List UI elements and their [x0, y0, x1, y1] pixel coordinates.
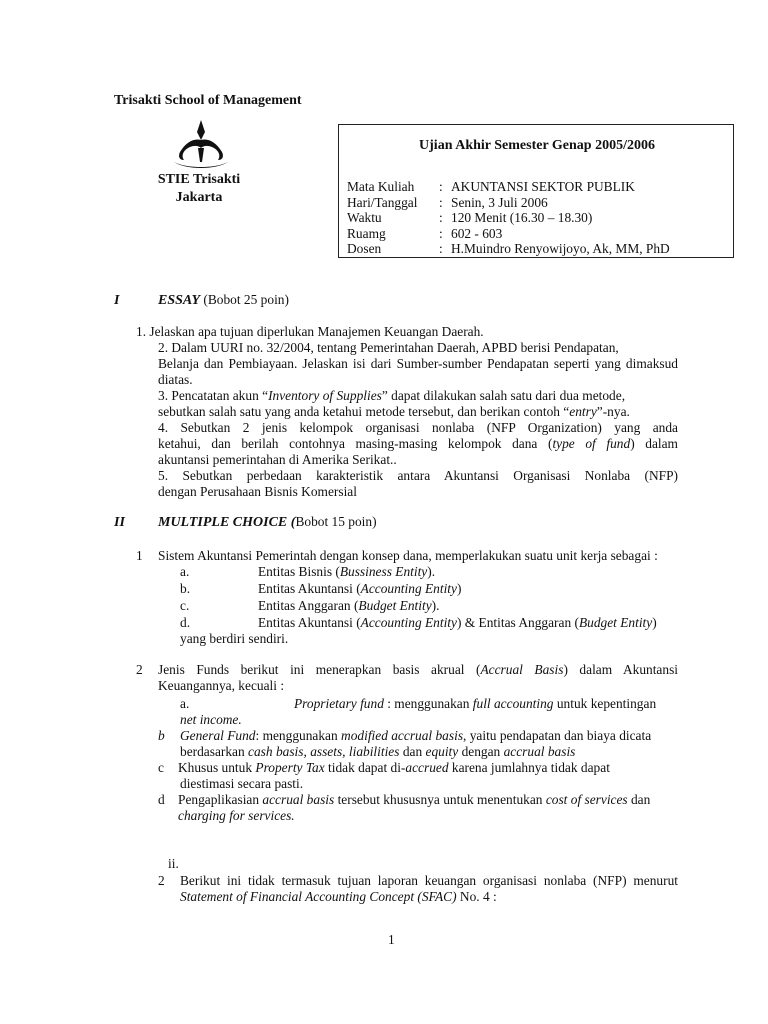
info-value: H.Muindro Renyowijoyo, Ak, MM, PhD [451, 241, 670, 257]
essay-q3-line1 [158, 388, 625, 404]
mc-q2-option-letter [158, 728, 165, 744]
text: untuk kepentingan [553, 696, 657, 711]
text: tersebut khususnya untuk menentukan [334, 792, 546, 807]
mc-q2-option-letter: c [158, 760, 164, 775]
term: Proprietary fund [294, 696, 384, 711]
mc-q1-number: 1 [136, 548, 143, 563]
mc-q2-option-c [178, 760, 610, 776]
essay-q3-line2 [158, 404, 630, 420]
text: dan [627, 792, 651, 807]
essay-q2-line3: diatas. [158, 372, 193, 387]
essay-q4-line2 [158, 436, 678, 452]
section-2-number: II [114, 515, 125, 530]
info-colon: : [439, 225, 443, 241]
info-label: Dosen [347, 241, 382, 257]
info-value: 602 - 603 [451, 225, 503, 241]
info-row-course [347, 179, 670, 195]
text: dengan [458, 744, 504, 759]
essay-q4-line3: akuntansi pemerintahan di Amerika Serikat.. [158, 452, 397, 467]
mc-q1-option-d [258, 615, 657, 631]
info-row-date [347, 195, 670, 211]
text: ) [652, 615, 657, 630]
mc-q3-line1: Berikut ini tidak termasuk tujuan laporan keuangan organisasi nonlaba (NFP) menurut [180, 873, 678, 888]
text: karena jumlahnya tidak dapat [448, 760, 610, 775]
essay-q1: 1. Jelaskan apa tujuan diperlukan Manajemen Keuangan Daerah. [136, 324, 484, 339]
mc-q2-line1 [158, 662, 678, 678]
mc-q3-number: 2 [158, 873, 165, 888]
info-colon: : [439, 194, 443, 210]
mc-q1-option-b [258, 581, 461, 597]
mc-q2-option-b-cont [180, 744, 575, 760]
term: Inventory of Supplies [268, 388, 382, 403]
mc-q1-text: Sistem Akuntansi Pemerintah dengan konsep dana, memperlakukan suatu unit kerja sebagai : [158, 548, 658, 563]
info-row-time [347, 210, 670, 226]
text: ) dalam [630, 436, 678, 451]
term: Property Tax [255, 760, 325, 775]
mc-q1-option-c [258, 598, 439, 614]
logo-line-2: Jakarta [175, 190, 223, 206]
mc-q2-option-a [294, 696, 656, 712]
term: full accounting [472, 696, 554, 711]
section-1-number: I [114, 293, 120, 308]
term: net income. [180, 712, 242, 727]
info-value: 120 Menit (16.30 – 18.30) [451, 210, 593, 226]
mc-q1-option-letter: c. [180, 598, 190, 613]
info-colon: : [439, 241, 443, 257]
section-1-weight: (Bobot 25 poin) [203, 292, 289, 307]
text: ) dalam Akuntansi [563, 662, 678, 677]
mc-q1-option-d-cont: yang berdiri sendiri. [180, 631, 289, 646]
text: Jenis Funds berikut ini menerapkan basis akrual ( [158, 662, 481, 677]
term: assets, liabilities [310, 744, 400, 759]
term: equity [425, 744, 459, 759]
text: No. 4 : [456, 889, 497, 904]
info-label: Hari/Tanggal [347, 194, 418, 210]
text: Pengaplikasian [178, 792, 263, 807]
mc-q1-option-letter: d. [180, 615, 191, 630]
info-label: Mata Kuliah [347, 179, 415, 194]
text: dan [399, 744, 426, 759]
section-1-heading [158, 292, 289, 309]
term: Statement of Financial Accounting Concept (SFAC) [180, 889, 457, 904]
mc-q2-option-letter: a. [180, 696, 190, 711]
roman-numeral-marker: ii. [168, 856, 179, 871]
mc-q1-option-letter: a. [180, 564, 190, 579]
info-row-room [347, 226, 670, 242]
mc-q2-option-d [178, 792, 650, 808]
page-number: 1 [388, 932, 395, 947]
text: ) [456, 581, 462, 596]
mc-q2-option-a-cont [180, 712, 242, 728]
text: 3. Pencatatan akun “ [158, 388, 269, 403]
mc-q3-line2 [180, 889, 497, 905]
trisakti-logo [170, 118, 232, 172]
section-2-title: MULTIPLE CHOICE ( [158, 515, 296, 530]
text: ). [431, 598, 440, 613]
mc-q2-number: 2 [136, 662, 143, 677]
mc-q2-option-d-cont [178, 808, 295, 824]
text: : menggunakan [255, 728, 342, 743]
mc-q1-option-a [258, 564, 435, 580]
term: Accounting Entity [360, 581, 457, 596]
text: berdasarkan [180, 744, 249, 759]
exam-info-box [338, 124, 734, 258]
essay-q2-line2: Belanja dan Pembiayaan. Jelaskan isi dari Sumber-sumber Pendapatan seperti yang dimaksud [158, 356, 678, 371]
mc-q2-option-b [180, 728, 651, 744]
term: Bussiness Entity [339, 564, 428, 579]
term: General Fund [180, 728, 256, 743]
text: Khusus untuk [178, 760, 256, 775]
info-value: Senin, 3 Juli 2006 [451, 194, 548, 210]
text: ”-nya. [596, 404, 630, 419]
logo-line-1: STIE Trisakti [157, 172, 241, 187]
term: Accrual Basis [480, 662, 564, 677]
text: ” dapat dilakukan salah satu dari dua metode, [381, 388, 626, 403]
term: Budget Entity [578, 615, 653, 630]
text: ) & Entitas Anggaran ( [456, 615, 579, 630]
text: ). [427, 564, 436, 579]
term: accrued [405, 760, 449, 775]
term: cash basis [248, 744, 304, 759]
essay-q4-line1: 4. Sebutkan 2 jenis kelompok organisasi nonlaba (NFP Organization) yang anda [158, 420, 678, 435]
term: Budget Entity [358, 598, 432, 613]
text: sebutkan salah satu yang anda ketahui metode tersebut, dan berikan contoh “ [158, 404, 570, 419]
text: Entitas Bisnis ( [258, 564, 340, 579]
info-label: Ruamg [347, 225, 386, 241]
text: Entitas Akuntansi ( [258, 615, 361, 630]
section-2-heading [158, 514, 377, 531]
mc-q2-line2: Keuangannya, kecuali : [158, 678, 285, 693]
info-value: AKUNTANSI SEKTOR PUBLIK [451, 179, 635, 194]
essay-q5-line1: 5. Sebutkan perbedaan karakteristik antara Akuntansi Organisasi Nonlaba (NFP) [158, 468, 678, 483]
text: tidak dapat di- [324, 760, 406, 775]
term: accrual basis [503, 744, 576, 759]
info-label: Waktu [347, 210, 382, 226]
term: cost of services [545, 792, 628, 807]
school-name: Trisakti School of Management [114, 93, 302, 108]
term: type of fund [552, 436, 631, 451]
mc-q1-option-letter: b. [180, 581, 191, 596]
essay-q5-line2: dengan Perusahaan Bisnis Komersial [158, 484, 357, 499]
info-row-lecturer [347, 241, 670, 257]
logo-caption [140, 171, 258, 207]
term: charging for services. [178, 808, 295, 823]
term: accrual basis [262, 792, 335, 807]
letter: b [158, 728, 165, 743]
text: Entitas Anggaran ( [258, 598, 359, 613]
term: entry [569, 404, 597, 419]
info-colon: : [439, 179, 443, 194]
term: modified accrual basis [341, 728, 464, 743]
term: Accounting Entity [360, 615, 457, 630]
exam-info-table [347, 179, 670, 257]
text: Entitas Akuntansi ( [258, 581, 361, 596]
text: , [303, 744, 311, 759]
essay-q2-line1: 2. Dalam UURI no. 32/2004, tentang Pemerintahan Daerah, APBD berisi Pendapatan, [158, 340, 619, 355]
text: ketahui, dan berilah contohnya masing-masing kelompok dana ( [158, 436, 553, 451]
mc-q2-option-letter: d [158, 792, 165, 807]
text: , yaitu pendapatan dan biaya dicata [463, 728, 652, 743]
exam-title: Ujian Akhir Semester Genap 2005/2006 [419, 138, 655, 153]
info-colon: : [439, 210, 443, 226]
section-2-weight: Bobot 15 poin) [295, 514, 377, 529]
section-1-title: ESSAY [158, 293, 201, 308]
text: : menggunakan [383, 696, 473, 711]
mc-q2-option-c-cont: diestimasi secara pasti. [180, 776, 304, 791]
